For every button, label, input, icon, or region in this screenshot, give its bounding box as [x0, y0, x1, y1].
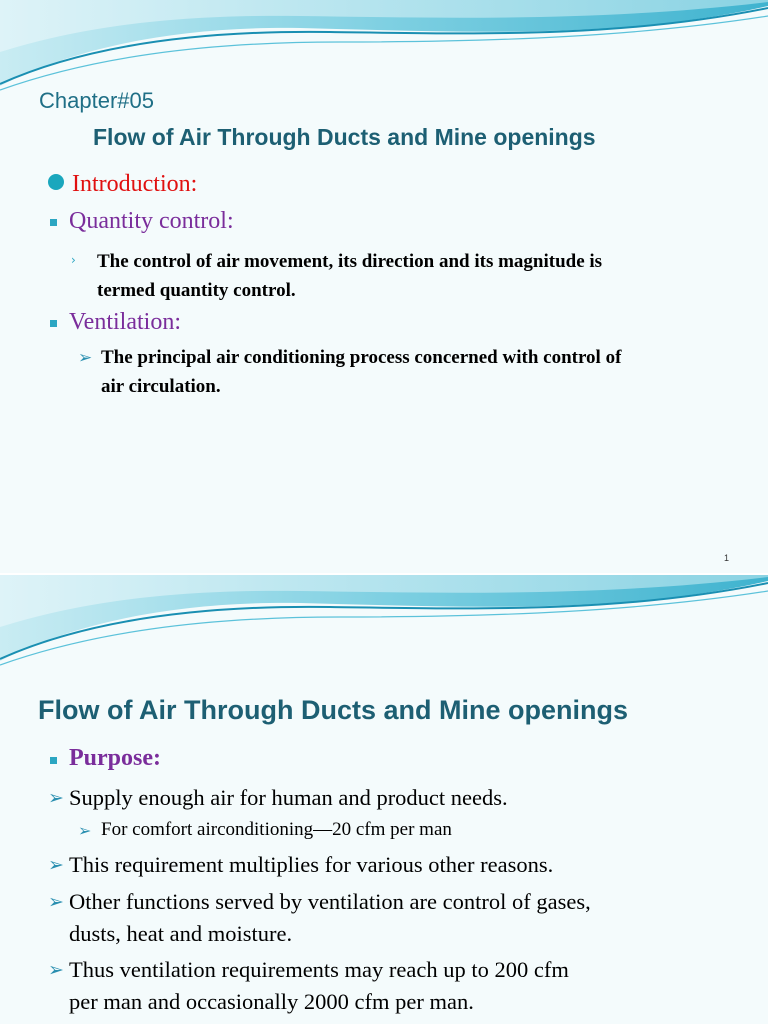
- desc-line: termed quantity control.: [97, 280, 296, 301]
- ventilation-heading: Ventilation:: [69, 309, 181, 335]
- purpose-heading: Purpose:: [69, 745, 161, 771]
- ventilation-description: [101, 343, 621, 401]
- bullet-square-icon: [50, 219, 57, 226]
- bullet-dot-icon: [48, 174, 64, 190]
- list-item-line: per man and occasionally 2000 cfm per man.: [69, 989, 474, 1014]
- arrow-right-icon: ➢: [48, 959, 64, 981]
- slide-title: Flow of Air Through Ducts and Mine openings: [93, 124, 596, 150]
- chevron-right-icon: ›: [71, 253, 76, 267]
- quantity-control-heading: Quantity control:: [69, 208, 234, 234]
- list-item: Supply enough air for human and product needs.: [69, 785, 508, 810]
- arrow-right-icon: ➢: [48, 787, 64, 809]
- list-item: [69, 886, 591, 950]
- bullet-square-icon: [50, 320, 57, 327]
- quantity-control-description: [97, 247, 602, 305]
- wave-header-decoration: [0, 0, 768, 92]
- list-item: This requirement multiplies for various other reasons.: [69, 852, 554, 877]
- list-item-line: dusts, heat and moisture.: [69, 921, 293, 946]
- chapter-label: Chapter#05: [39, 88, 154, 113]
- desc-line: air circulation.: [101, 376, 221, 397]
- arrow-right-icon: ➢: [78, 348, 93, 368]
- slide-2-title: Flow of Air Through Ducts and Mine openings: [38, 695, 628, 725]
- desc-line: The principal air conditioning process concerned with control of: [101, 347, 622, 368]
- introduction-heading: Introduction:: [72, 171, 198, 197]
- desc-line: The control of air movement, its direction and its magnitude is: [97, 251, 603, 272]
- bullet-square-icon: [50, 757, 57, 764]
- arrow-right-icon: ➢: [48, 854, 64, 876]
- list-item-line: Other functions served by ventilation are control of gases,: [69, 889, 591, 914]
- wave-header-decoration: [0, 575, 768, 667]
- list-item: [69, 954, 569, 1018]
- page-number: 1: [724, 553, 730, 563]
- list-item-line: Thus ventilation requirements may reach up to 200 cfm: [69, 957, 569, 982]
- list-sub-item: For comfort airconditioning—20 cfm per man: [101, 819, 452, 840]
- arrow-right-icon: ➢: [78, 821, 92, 840]
- arrow-right-icon: ➢: [48, 891, 64, 913]
